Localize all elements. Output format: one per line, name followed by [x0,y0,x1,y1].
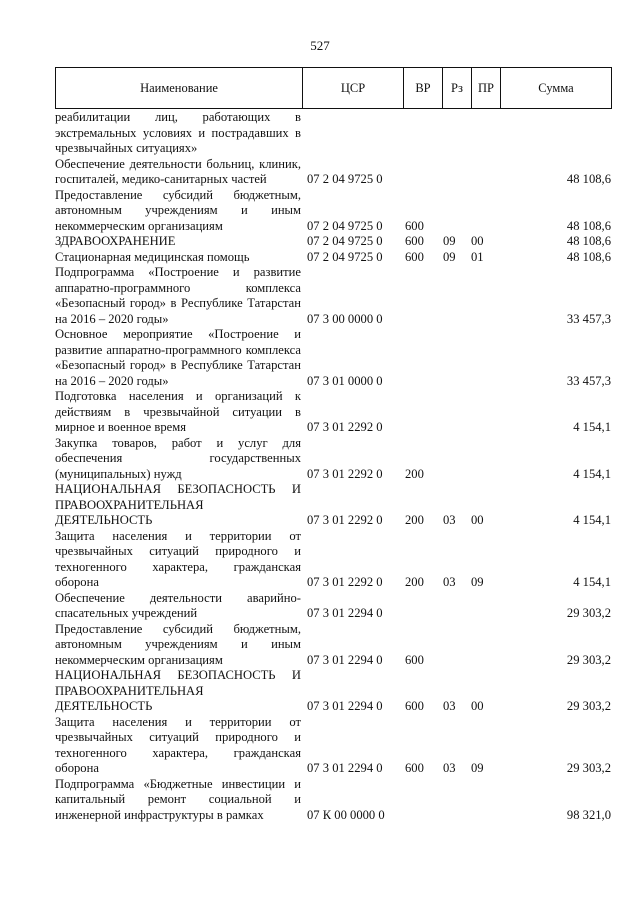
cell-vr: 600 [405,234,424,248]
header-sum: Сумма [501,68,612,109]
cell-csr: 07 3 01 2294 0 [307,606,383,620]
cell-vr: 600 [405,218,424,233]
header-rz: Рз [443,68,472,109]
cell-csr: 07 3 01 2292 0 [307,513,383,527]
cell-csr: 07 2 04 9725 0 [307,249,383,264]
cell-sum: 4 154,1 [573,466,611,481]
table-row [55,188,615,235]
table-row [55,110,615,157]
cell-vr: 600 [405,249,424,264]
cell-csr: 07 3 01 2294 0 [307,699,383,713]
cell-pr: 00 [471,234,484,248]
cell-name: ЗДРАВООХРАНЕНИЕ [55,234,176,248]
table-row [55,591,615,622]
cell-pr: 09 [471,575,484,589]
cell-sum: 29 303,2 [566,699,611,713]
cell-sum: 33 457,3 [566,311,611,326]
header-pr: ПР [472,68,501,109]
cell-rz: 09 [443,234,456,248]
table-row [55,622,615,669]
cell-csr: 07 3 00 0000 0 [307,311,383,326]
cell-rz: 03 [443,575,456,589]
cell-name: Обеспечение деятельности аварийно-спасательных учреждений [55,590,301,620]
cell-name: Подготовка населения и организаций к действиям в чрезвычайной ситуации в мирное и военное время [55,389,301,434]
cell-pr: 00 [471,699,484,713]
cell-name: Подпрограмма «Построение и развитие аппаратно-программного комплекса «Безопасный город» в Республике Татарстан на 2016 – 2020 годы» [55,265,301,326]
cell-sum: 33 457,3 [566,373,611,388]
cell-name: Стационарная медицинская помощь [55,249,250,264]
header-vr: ВР [404,68,443,109]
table-row [55,777,615,824]
cell-sum: 4 154,1 [573,420,611,434]
cell-name: реабилитации лиц, работающих в экстремальных условиях и пострадавших в чрезвычайных ситуациях» [55,110,301,155]
table-row [55,668,615,715]
cell-name: Защита населения и территории от чрезвычайных ситуаций природного и техногенного характера, гражданская оборона [55,528,301,589]
cell-vr: 600 [405,699,424,713]
cell-csr: 07 К 00 0000 0 [307,807,385,822]
cell-name: НАЦИОНАЛЬНАЯ БЕЗОПАСНОСТЬ И ПРАВООХРАНИТЕЛЬНАЯ ДЕЯТЕЛЬНОСТЬ [55,668,301,713]
cell-name: Подпрограмма «Бюджетные инвестиции и капитальный ремонт социальной и инженерной инфраструктуры в рамках [55,776,301,822]
table-row [55,529,615,591]
cell-vr: 200 [405,466,424,481]
cell-pr: 00 [471,513,484,527]
cell-csr: 07 2 04 9725 0 [307,218,383,233]
cell-sum: 48 108,6 [566,172,611,186]
table-row [55,715,615,777]
cell-csr: 07 3 01 2292 0 [307,575,383,589]
page-number: 527 [310,38,330,53]
cell-pr: 01 [471,249,484,264]
cell-csr: 07 3 01 2292 0 [307,466,383,481]
cell-csr: 07 3 01 2292 0 [307,420,383,434]
cell-sum: 4 154,1 [573,513,611,527]
cell-vr: 200 [405,513,424,527]
table-row [55,482,615,529]
cell-vr: 200 [405,575,424,589]
table-body [55,110,615,823]
cell-sum: 48 108,6 [566,218,611,233]
table-row [55,436,615,483]
cell-sum: 29 303,2 [566,652,611,667]
cell-name: Обеспечение деятельности больниц, клиник, госпиталей, медико-санитарных частей [55,156,301,186]
cell-vr: 600 [405,652,424,667]
cell-name: Предоставление субсидий бюджетным, автономным учреждениям и иным некоммерческим организациям [55,621,301,667]
table-row [55,234,615,250]
cell-name: НАЦИОНАЛЬНАЯ БЕЗОПАСНОСТЬ И ПРАВООХРАНИТЕЛЬНАЯ ДЕЯТЕЛЬНОСТЬ [55,482,301,527]
cell-name: Предоставление субсидий бюджетным, автономным учреждениям и иным некоммерческим организациям [55,187,301,233]
header-csr: ЦСР [303,68,404,109]
table-row [55,389,615,436]
cell-sum: 4 154,1 [573,575,611,589]
table-row [55,327,615,389]
cell-csr: 07 3 01 0000 0 [307,373,383,388]
table-row [55,250,615,266]
cell-csr: 07 3 01 2294 0 [307,761,383,775]
cell-csr: 07 2 04 9725 0 [307,172,383,186]
cell-vr: 600 [405,761,424,775]
cell-sum: 29 303,2 [566,761,611,775]
cell-name: Закупка товаров, работ и услуг для обеспечения государственных (муниципальных) нужд [55,435,301,481]
cell-csr: 07 3 01 2294 0 [307,652,383,667]
table-row [55,265,615,327]
cell-sum: 48 108,6 [566,234,611,248]
table-row [55,157,615,188]
cell-rz: 03 [443,761,456,775]
cell-rz: 03 [443,513,456,527]
cell-sum: 48 108,6 [566,249,611,264]
cell-csr: 07 2 04 9725 0 [307,234,383,248]
cell-rz: 09 [443,249,456,264]
cell-pr: 09 [471,761,484,775]
cell-sum: 98 321,0 [566,807,611,822]
header-name: Наименование [56,68,303,109]
cell-rz: 03 [443,699,456,713]
cell-name: Основное мероприятие «Построение и развитие аппаратно-программного комплекса «Безопасный город» в Республике Татарстан на 2016 – 2020 годы» [55,327,301,388]
table-header [55,67,612,109]
cell-sum: 29 303,2 [566,606,611,620]
cell-name: Защита населения и территории от чрезвычайных ситуаций природного и техногенного характера, гражданская оборона [55,714,301,775]
